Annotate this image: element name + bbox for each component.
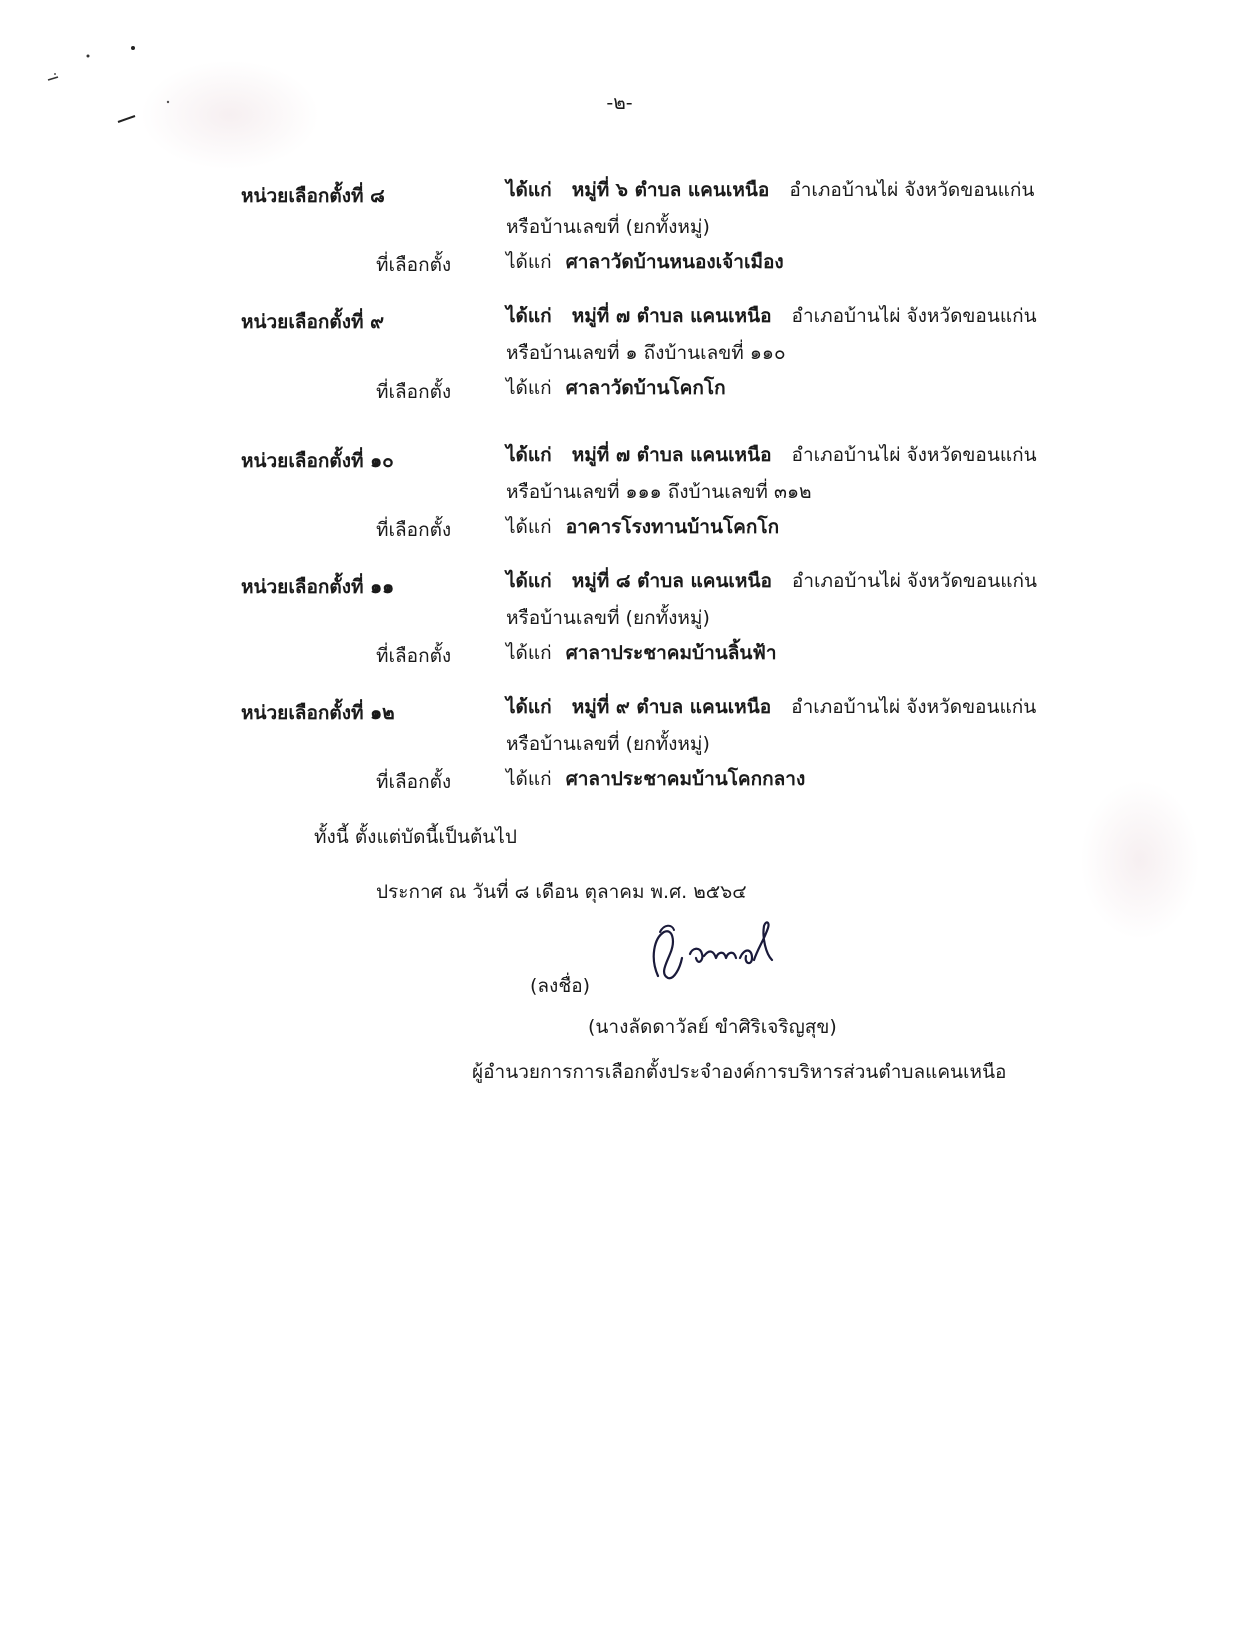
unit-house-range: หรือบ้านเลขที่ ๑ ถึงบ้านเลขที่ ๑๑๐ [506,342,786,364]
place-prefix: ได้แก่ [506,251,552,273]
place-prefix: ได้แก่ [506,642,552,664]
area-village: หมู่ที่ ๗ ตำบล แคนเหนือ [571,444,772,466]
place-line [506,767,805,791]
area-prefix: ได้แก่ [506,570,552,592]
unit-area-line [506,304,1037,328]
unit-house-range: หรือบ้านเลขที่ ๑๑๑ ถึงบ้านเลขที่ ๓๑๒ [506,481,812,503]
place-label: ที่เลือกตั้ง [376,771,452,793]
handwritten-signature [640,918,790,988]
signer-name: (นางลัดดาวัลย์ ขำศิริเจริญสุข) [588,1016,837,1038]
area-village: หมู่ที่ ๘ ตำบล แคนเหนือ [571,570,772,592]
area-prefix: ได้แก่ [506,696,552,718]
page-number: -๒- [606,92,633,114]
area-prefix: ได้แก่ [506,305,552,327]
unit-area-line [506,569,1037,593]
area-prefix: ได้แก่ [506,179,552,201]
unit-label: หน่วยเลือกตั้งที่ ๙ [241,311,385,333]
place-name: ศาลาวัดบ้านโคกโก [565,377,726,399]
area-district: อำเภอบ้านไผ่ จังหวัดขอนแก่น [791,570,1037,592]
announcement-date: ประกาศ ณ วันที่ ๘ เดือน ตุลาคม พ.ศ. ๒๕๖๔ [376,881,747,903]
unit-label: หน่วยเลือกตั้งที่ ๑๑ [241,576,395,598]
unit-label: หน่วยเลือกตั้งที่ ๑๐ [241,450,394,472]
area-district: อำเภอบ้านไผ่ จังหวัดขอนแก่น [789,179,1035,201]
place-prefix: ได้แก่ [506,516,552,538]
place-label: ที่เลือกตั้ง [376,381,452,403]
area-village: หมู่ที่ ๗ ตำบล แคนเหนือ [571,305,772,327]
unit-area-line [506,695,1036,719]
unit-house-range: หรือบ้านเลขที่ (ยกทั้งหมู่) [506,733,710,755]
area-village: หมู่ที่ ๖ ตำบล แคนเหนือ [571,179,770,201]
scan-smudge [1080,780,1200,940]
unit-house-range: หรือบ้านเลขที่ (ยกทั้งหมู่) [506,216,710,238]
unit-label: หน่วยเลือกตั้งที่ ๑๒ [241,702,395,724]
place-label: ที่เลือกตั้ง [376,645,452,667]
area-village: หมู่ที่ ๙ ตำบล แคนเหนือ [571,696,772,718]
area-district: อำเภอบ้านไผ่ จังหวัดขอนแก่น [791,305,1037,327]
place-name: ศาลาประชาคมบ้านโคกกลาง [565,768,806,790]
area-district: อำเภอบ้านไผ่ จังหวัดขอนแก่น [791,444,1037,466]
place-line [506,376,726,400]
place-line [506,250,784,274]
area-district: อำเภอบ้านไผ่ จังหวัดขอนแก่น [791,696,1037,718]
place-label: ที่เลือกตั้ง [376,519,452,541]
place-label: ที่เลือกตั้ง [376,254,452,276]
place-line [506,641,776,665]
effective-statement: ทั้งนี้ ตั้งแต่บัดนี้เป็นต้นไป [314,826,517,848]
unit-area-line [506,178,1034,202]
place-prefix: ได้แก่ [506,768,552,790]
area-prefix: ได้แก่ [506,444,552,466]
place-prefix: ได้แก่ [506,377,552,399]
signer-title: ผู้อำนวยการการเลือกตั้งประจำองค์การบริหารส่วนตำบลแคนเหนือ [472,1061,1007,1083]
place-name: ศาลาประชาคมบ้านลิ้นฟ้า [565,642,777,664]
unit-area-line [506,443,1037,467]
place-name: ศาลาวัดบ้านหนองเจ้าเมือง [565,251,784,273]
unit-house-range: หรือบ้านเลขที่ (ยกทั้งหมู่) [506,607,710,629]
unit-label: หน่วยเลือกตั้งที่ ๘ [241,185,385,207]
place-name: อาคารโรงทานบ้านโคกโก [565,516,780,538]
signature-label: (ลงชื่อ) [530,975,591,997]
place-line [506,515,779,539]
